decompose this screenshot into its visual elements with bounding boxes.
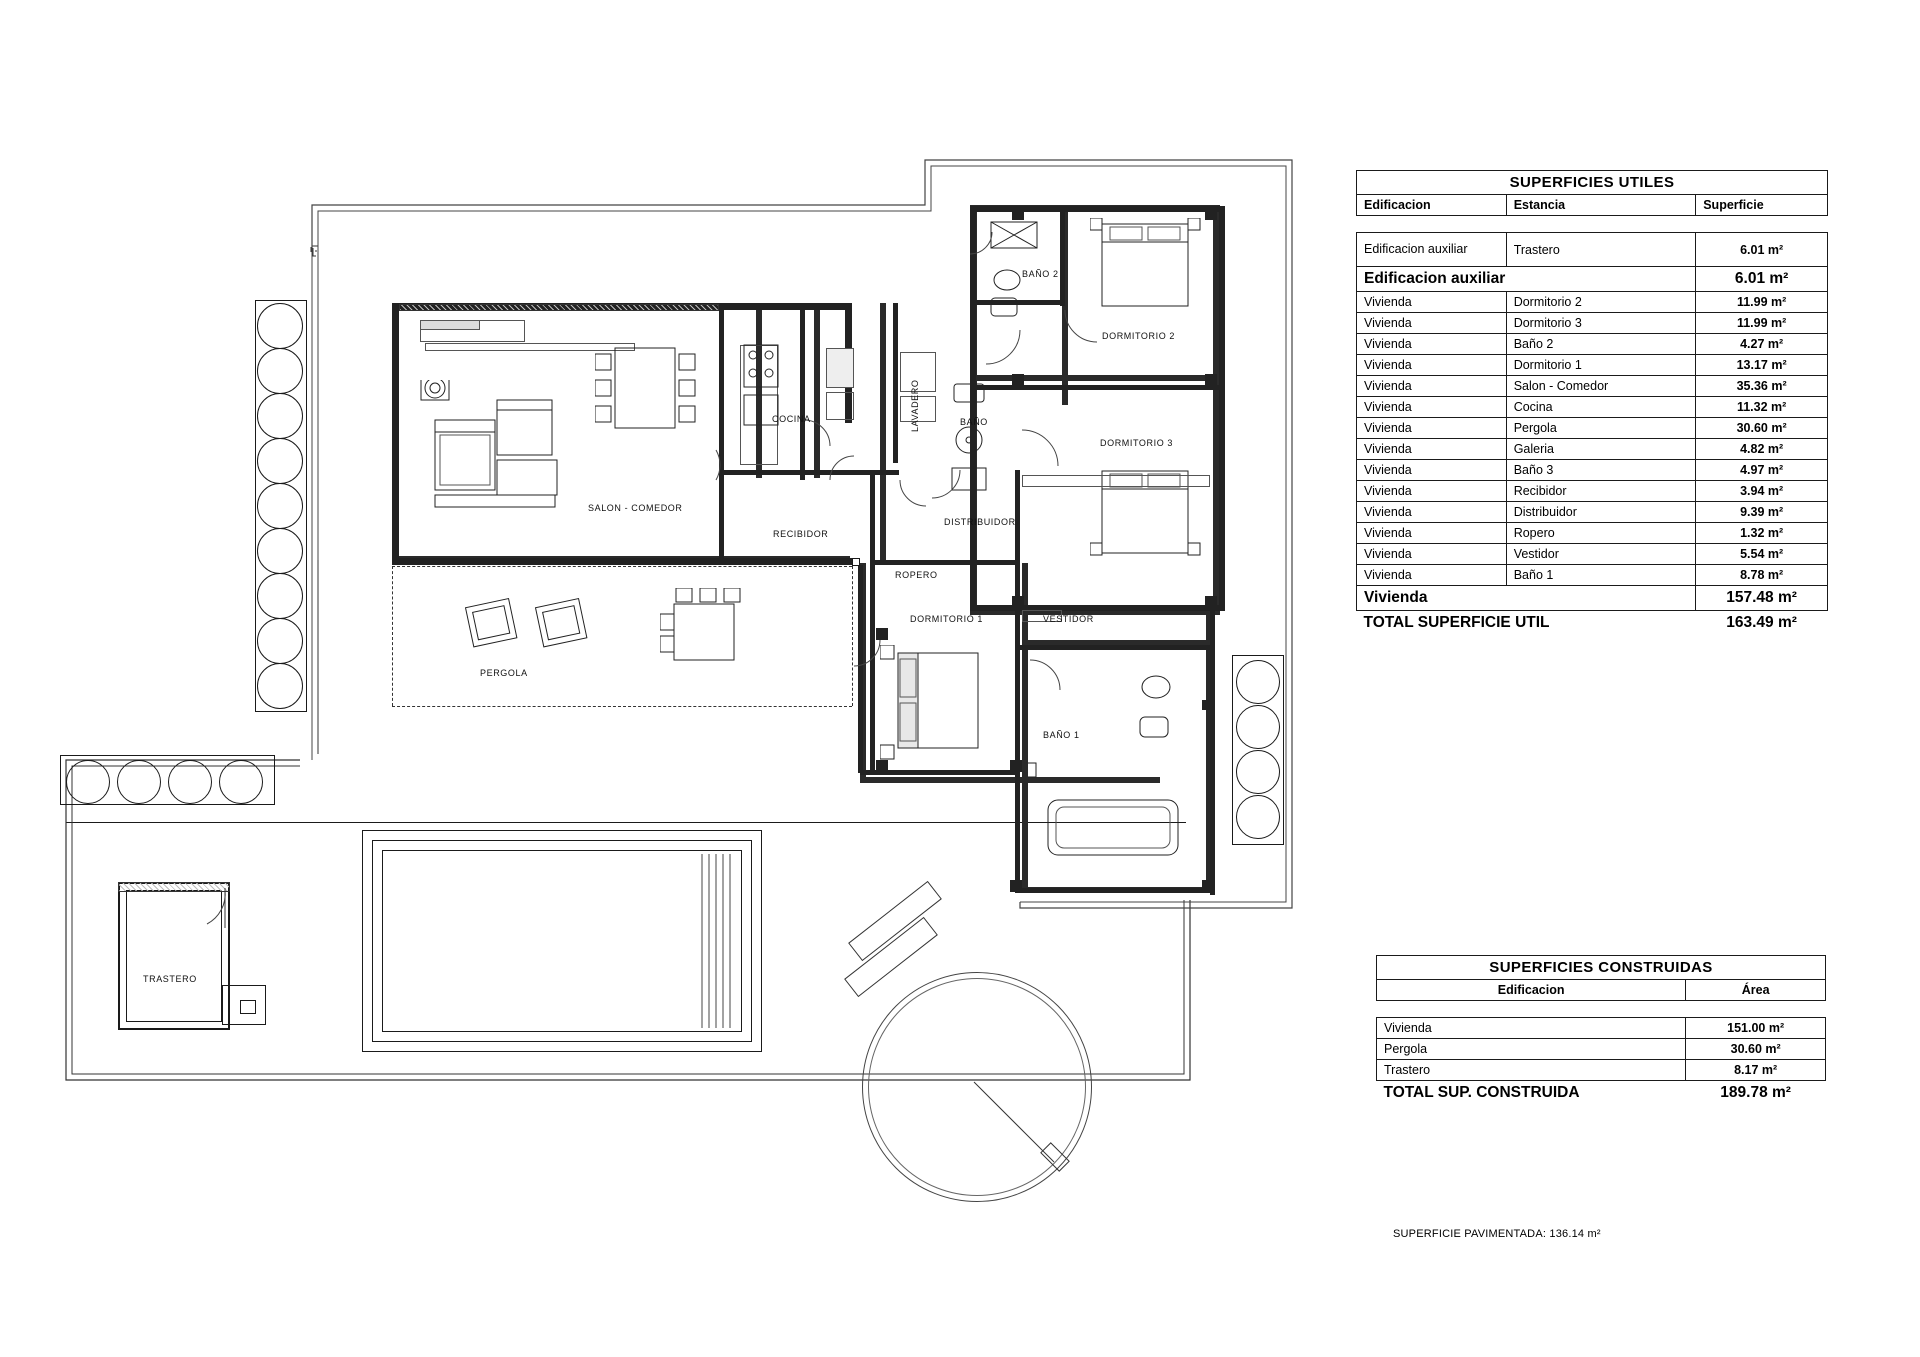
cell-edificacion: Vivienda — [1357, 544, 1507, 565]
cell-area: 30.60 m² — [1686, 1039, 1826, 1060]
cell-superficie: 6.01 m² — [1696, 233, 1828, 267]
room-label: ROPERO — [895, 570, 938, 580]
cell-superficie: 11.99 m² — [1696, 313, 1828, 334]
column-header-edificacion: Edificacion — [1357, 195, 1507, 216]
trastero-annex-detail — [240, 1000, 256, 1014]
total-label: TOTAL SUP. CONSTRUIDA — [1383, 1084, 1580, 1101]
column-header-estancia: Estancia — [1506, 195, 1696, 216]
table-total-row — [1377, 1081, 1826, 1106]
table-superficies-utiles — [1356, 170, 1828, 635]
table-title: SUPERFICIES CONSTRUIDAS — [1377, 956, 1826, 980]
table-row — [1357, 233, 1828, 267]
column-header-superficie: Superficie — [1696, 195, 1828, 216]
cell-superficie: 8.78 m² — [1696, 565, 1828, 586]
subtotal-value: 157.48 m² — [1696, 586, 1828, 611]
cell-superficie: 5.54 m² — [1696, 544, 1828, 565]
table-row — [1357, 397, 1828, 418]
pergola-outline — [852, 566, 853, 706]
cell-estancia: Vestidor — [1506, 544, 1696, 565]
cell-edificacion: Vivienda — [1357, 481, 1507, 502]
pergola-outline — [392, 566, 852, 567]
cell-estancia: Dormitorio 2 — [1506, 292, 1696, 313]
subtotal-value: 6.01 m² — [1696, 267, 1828, 292]
cell-edificacion: Vivienda — [1357, 313, 1507, 334]
furniture-outdoor-table — [660, 588, 770, 678]
terrace-ramps — [835, 880, 1035, 1040]
cell-estancia: Baño 3 — [1506, 460, 1696, 481]
cell-edificacion: Vivienda — [1357, 334, 1507, 355]
table-row — [1377, 1060, 1826, 1081]
cell-edificacion: Vivienda — [1357, 523, 1507, 544]
table-row — [1357, 460, 1828, 481]
room-label: DORMITORIO 2 — [1102, 331, 1176, 341]
trastero-door-swing — [205, 888, 285, 968]
table-row — [1377, 1039, 1826, 1060]
table-row — [1357, 523, 1828, 544]
cell-edificacion: Vivienda — [1357, 460, 1507, 481]
total-value: 189.78 m² — [1720, 1084, 1791, 1101]
cell-superficie: 9.39 m² — [1696, 502, 1828, 523]
table-row — [1357, 481, 1828, 502]
table-row — [1377, 1018, 1826, 1039]
cell-edificacion: Pergola — [1377, 1039, 1686, 1060]
table-row — [1357, 418, 1828, 439]
table-row — [1357, 544, 1828, 565]
furniture-outdoor-chairs — [465, 590, 605, 670]
cell-estancia: Trastero — [1506, 233, 1696, 267]
cell-estancia: Cocina — [1506, 397, 1696, 418]
cell-superficie: 35.36 m² — [1696, 376, 1828, 397]
cell-estancia: Galeria — [1506, 439, 1696, 460]
cell-estancia: Salon - Comedor — [1506, 376, 1696, 397]
subtotal-label: Vivienda — [1357, 586, 1696, 611]
cell-edificacion: Vivienda — [1357, 502, 1507, 523]
cell-edificacion: Trastero — [1377, 1060, 1686, 1081]
cell-superficie: 1.32 m² — [1696, 523, 1828, 544]
table-subtotal-row — [1357, 586, 1828, 611]
pergola-outline — [392, 566, 393, 706]
total-label: TOTAL SUPERFICIE UTIL — [1363, 614, 1550, 631]
room-label: BAÑO — [960, 417, 988, 427]
cell-estancia: Dormitorio 3 — [1506, 313, 1696, 334]
column-header-edificacion: Edificacion — [1377, 980, 1686, 1001]
cell-edificacion: Vivienda — [1377, 1018, 1686, 1039]
cell-superficie: 11.32 m² — [1696, 397, 1828, 418]
pergola-outline — [392, 706, 852, 707]
room-label: TRASTERO — [143, 974, 197, 984]
room-label: DISTRIBUIDOR — [944, 517, 1016, 527]
cell-edificacion: Vivienda — [1357, 397, 1507, 418]
cell-edificacion: Vivienda — [1357, 565, 1507, 586]
cell-edificacion: Edificacion auxiliar — [1357, 233, 1507, 267]
table-subtotal-row — [1357, 267, 1828, 292]
table-row — [1357, 565, 1828, 586]
table-row — [1357, 292, 1828, 313]
room-label: DORMITORIO 1 — [910, 614, 984, 624]
paved-surface-note: SUPERFICIE PAVIMENTADA: 136.14 m² — [1393, 1228, 1601, 1240]
table-row — [1357, 313, 1828, 334]
cell-estancia: Baño 1 — [1506, 565, 1696, 586]
room-label: LAVADERO — [910, 379, 920, 432]
room-label: BAÑO 2 — [1022, 269, 1059, 279]
cell-superficie: 30.60 m² — [1696, 418, 1828, 439]
table-total-row — [1357, 611, 1828, 636]
table-row — [1357, 439, 1828, 460]
cell-area: 8.17 m² — [1686, 1060, 1826, 1081]
cell-estancia: Distribuidor — [1506, 502, 1696, 523]
table-row — [1357, 334, 1828, 355]
room-label: SALON - COMEDOR — [588, 503, 683, 513]
cell-superficie: 3.94 m² — [1696, 481, 1828, 502]
cell-edificacion: Vivienda — [1357, 376, 1507, 397]
room-label: RECIBIDOR — [773, 529, 829, 539]
cell-edificacion: Vivienda — [1357, 418, 1507, 439]
cell-edificacion: Vivienda — [1357, 439, 1507, 460]
subtotal-label: Edificacion auxiliar — [1357, 267, 1696, 292]
cell-area: 151.00 m² — [1686, 1018, 1826, 1039]
room-label: DORMITORIO 3 — [1100, 438, 1174, 448]
wall-node — [852, 558, 860, 566]
room-label: PERGOLA — [480, 668, 528, 678]
cell-superficie: 4.97 m² — [1696, 460, 1828, 481]
table-row — [1357, 502, 1828, 523]
table-title: SUPERFICIES UTILES — [1357, 171, 1828, 195]
cell-superficie: 4.82 m² — [1696, 439, 1828, 460]
room-label: BAÑO 1 — [1043, 730, 1080, 740]
cell-superficie: 4.27 m² — [1696, 334, 1828, 355]
cell-superficie: 13.17 m² — [1696, 355, 1828, 376]
cell-estancia: Dormitorio 1 — [1506, 355, 1696, 376]
table-row — [1357, 376, 1828, 397]
total-value: 163.49 m² — [1726, 614, 1797, 631]
cell-edificacion: Vivienda — [1357, 355, 1507, 376]
cell-estancia: Baño 2 — [1506, 334, 1696, 355]
column-header-area: Área — [1686, 980, 1826, 1001]
cell-estancia: Pergola — [1506, 418, 1696, 439]
pool-steps — [382, 850, 782, 1050]
table-row — [1357, 355, 1828, 376]
room-label: COCINA — [772, 414, 811, 424]
table-superficies-construidas — [1376, 955, 1826, 1105]
room-label: VESTIDOR — [1043, 614, 1094, 624]
cell-estancia: Ropero — [1506, 523, 1696, 544]
cell-estancia: Recibidor — [1506, 481, 1696, 502]
cell-edificacion: Vivienda — [1357, 292, 1507, 313]
cell-superficie: 11.99 m² — [1696, 292, 1828, 313]
